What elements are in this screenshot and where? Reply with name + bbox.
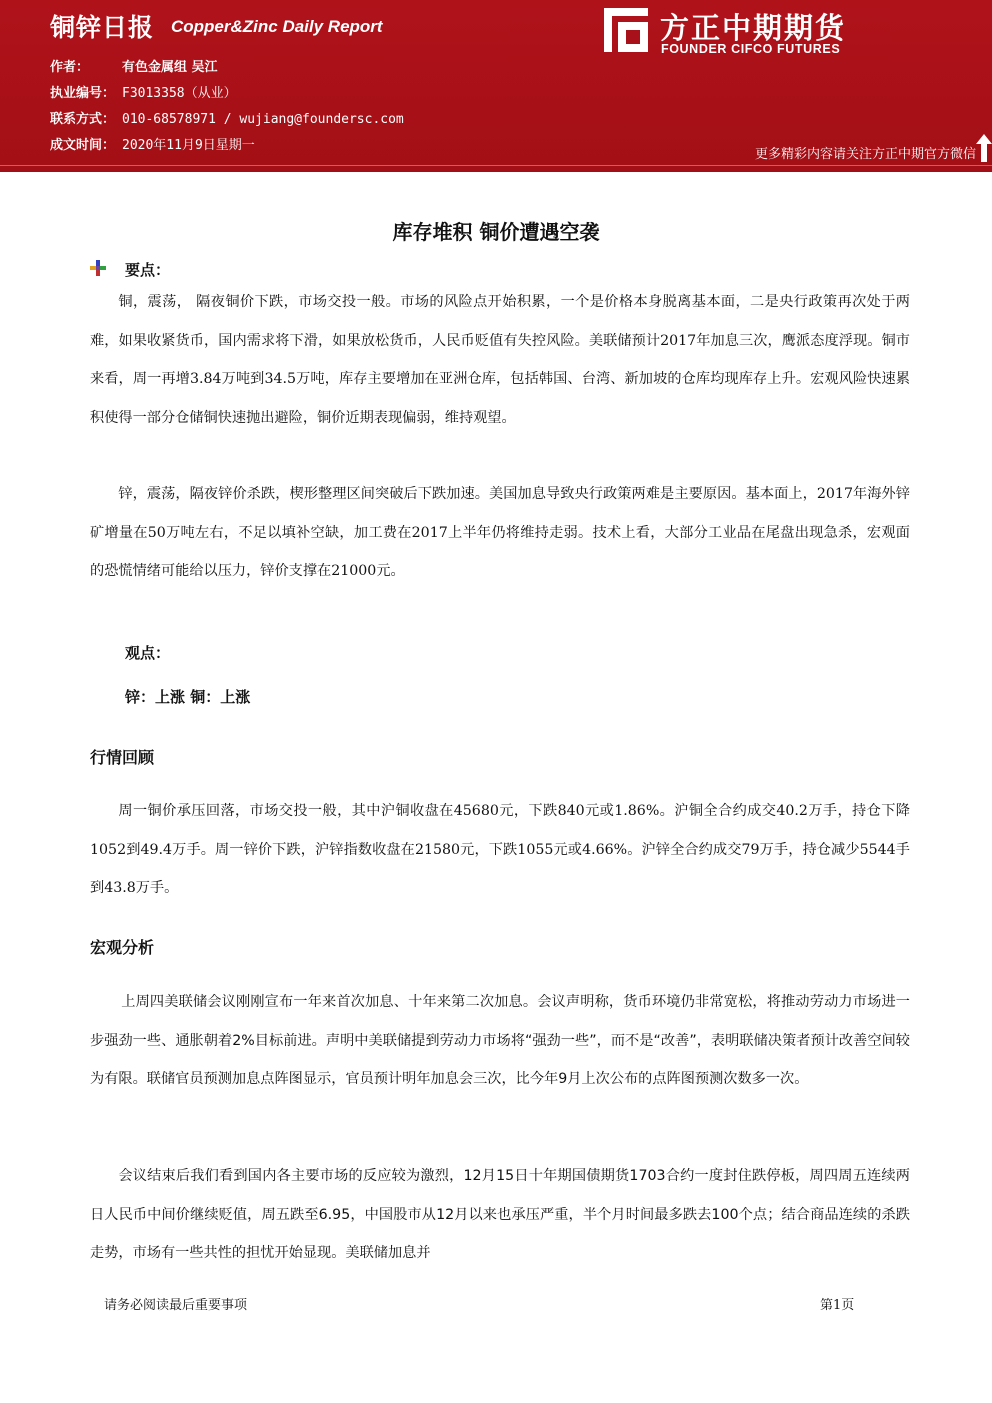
- paragraph: 会议结束后我们看到国内各主要市场的反应较为激烈，12月15日十年期国债期货1703合约一度封住跌停板，周四周五连续两日人民币中间价继续贬值，周五跌至6.95，中国股市从12月以来也承压严重，半个月时间最多跌去100个点；结合商品连续的杀跌走势，市场有一些共性的担忧开始显现。美联储加息并: [90, 1168, 910, 1261]
- report-title-cn: 铜锌日报: [50, 13, 155, 42]
- report-header: [0, 0, 992, 172]
- paragraph: 周一铜价承压回落，市场交投一般，其中沪铜收盘在45680元，下跌840元或1.86%。沪铜全合约成交40.2万手，持仓下降1052到49.4万手。周一锌价下跌，沪锌指数收盘在21580元，下跌1055元或4.66%。沪锌全合约成交79万手，持仓减少5544手到43.8万手。: [90, 803, 910, 896]
- paragraph: 锌，震荡，隔夜锌价杀跌，楔形整理区间突破后下跌加速。美国加息导致央行政策两难是主要原因。基本面上，2017年海外锌矿增量在50万吨左右，不足以填补空缺，加工费在2017上半年仍将维持走弱。技术上看，大部分工业品在尾盘出现急杀，宏观面的恐慌情绪可能给以压力，锌价支撑在21000元。: [90, 486, 910, 579]
- header-divider: [0, 165, 992, 166]
- key-points-label: 要点：: [125, 261, 171, 279]
- viewpoint-value: 锌：上涨 铜：上涨: [125, 688, 251, 706]
- market-review-heading: 行情回顾: [90, 748, 155, 767]
- paragraph: 铜，震荡， 隔夜铜价下跌，市场交投一般。市场的风险点开始积累，一个是价格本身脱离基本面，二是央行政策再次处于两难，如果收紧货币，国内需求将下滑，如果放松货币，人民币贬值有失控风险。美联储预计2017年加息三次，鹰派态度浮现。铜市来看，周一再增3.84万吨到34.5万吨，库存主要增加在亚洲仓库，包括韩国、台湾、新加坡的仓库均现库存上升。宏观风险快速累积使得一部分仓储铜快速抛出避险，铜价近期表现偏弱，维持观望。: [90, 294, 910, 426]
- logo-name-cn: 方正中期期货: [660, 11, 847, 45]
- report-title-en: Copper&Zinc Daily Report: [171, 17, 383, 36]
- founder-logo-icon: [604, 8, 648, 52]
- meta-value: F3013358（从业）: [122, 86, 237, 101]
- meta-value: 有色金属组 吴江: [122, 60, 218, 75]
- arrow-up-icon: [976, 134, 992, 162]
- viewpoint-label: 观点：: [125, 644, 171, 662]
- macro-heading: 宏观分析: [90, 938, 155, 957]
- meta-contact: [50, 108, 404, 127]
- meta-label: 作者：: [50, 60, 90, 75]
- market-review-text: [90, 792, 910, 908]
- macro-paragraph-1: [90, 983, 910, 1099]
- logo-name-en: FOUNDER CIFCO FUTURES: [661, 42, 841, 56]
- meta-label: 成文时间：: [50, 138, 116, 153]
- page-number: 第1页: [820, 1298, 855, 1313]
- meta-author: [50, 56, 218, 75]
- paragraph: 上周四美联储会议刚刚宣布一年来首次加息、十年来第二次加息。会议声明称，货币环境仍非常宽松，将推动劳动力市场进一步强劲一些、通胀朝着2%目标前进。声明中美联储提到劳动力市场将“强劲一些”，而不是“改善”，表明联储决策者预计改善空间较为有限。联储官员预测加息点阵图显示，官员预计明年加息会三次，比今年9月上次公布的点阵图预测次数多一次。: [90, 994, 910, 1087]
- meta-label: 联系方式：: [50, 112, 116, 127]
- wechat-note: 更多精彩内容请关注方正中期官方微信: [754, 147, 976, 162]
- meta-value: 010-68578971 / wujiang@foundersc.com: [122, 112, 404, 127]
- document-title: 库存堆积 铜价遭遇空袭: [392, 220, 600, 244]
- meta-date: [50, 134, 255, 153]
- meta-license: [50, 82, 237, 101]
- macro-paragraph-2: [90, 1157, 910, 1273]
- key-point-zinc: [90, 475, 910, 591]
- bullet-icon: [90, 260, 106, 276]
- meta-label: 执业编号：: [50, 86, 116, 101]
- meta-value: 2020年11月9日星期一: [122, 138, 255, 153]
- footer-disclaimer: 请务必阅读最后重要事项: [104, 1298, 248, 1313]
- key-point-copper: [90, 283, 910, 437]
